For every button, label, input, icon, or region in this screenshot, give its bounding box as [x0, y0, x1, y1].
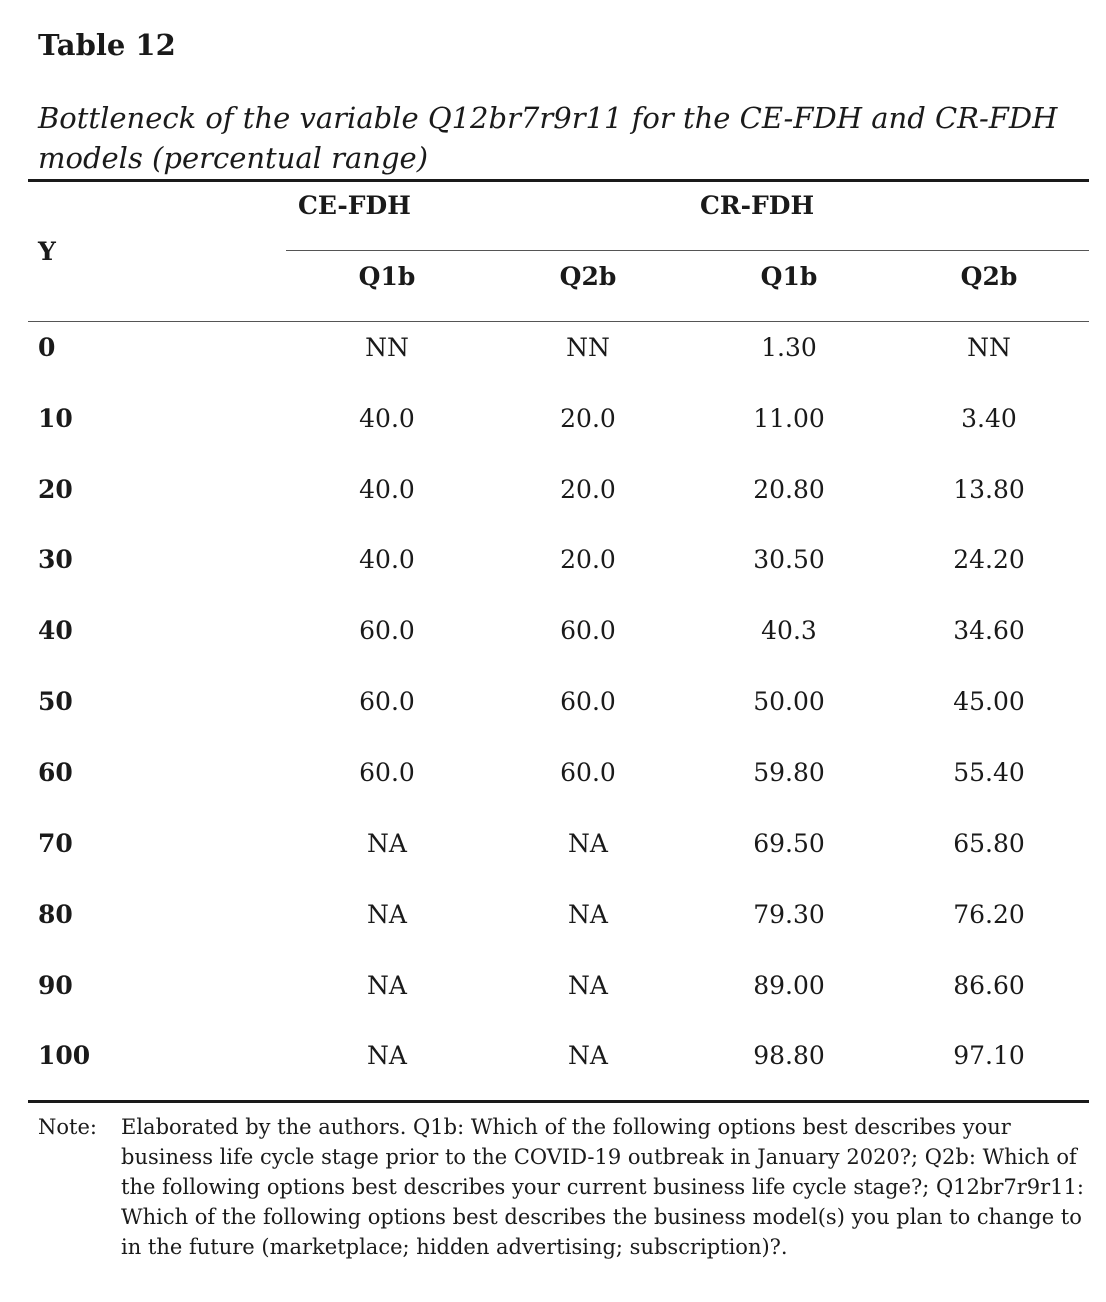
cell-cr-q2b: 45.00: [953, 687, 1025, 716]
cell-ce-q2b: NN: [566, 333, 610, 362]
cell-cr-q2b: NN: [967, 333, 1011, 362]
cell-cr-q1b: 30.50: [753, 545, 825, 574]
table-row: [0, 900, 1106, 930]
cell-cr-q1b: 20.80: [753, 475, 825, 504]
cell-ce-q1b: NA: [367, 900, 407, 929]
cell-cr-q2b: 24.20: [953, 545, 1025, 574]
cell-ce-q2b: 20.0: [560, 475, 616, 504]
note-label: Note:: [38, 1115, 97, 1139]
cell-cr-q1b: 79.30: [753, 900, 825, 929]
cell-ce-q1b: 60.0: [359, 687, 415, 716]
table-label: Table 12: [38, 28, 176, 62]
cell-cr-q2b: 34.60: [953, 616, 1025, 645]
table-row: [0, 475, 1106, 505]
table-row: [0, 971, 1106, 1001]
cell-ce-q1b: 60.0: [359, 758, 415, 787]
column-header-y: Y: [38, 237, 56, 266]
subheader-ce-q2b: Q2b: [559, 262, 617, 291]
cell-cr-q2b: 55.40: [953, 758, 1025, 787]
cell-cr-q1b: 1.30: [761, 333, 817, 362]
cell-y: 50: [38, 687, 73, 716]
cell-cr-q1b: 40.3: [761, 616, 817, 645]
subheader-cr-q2b: Q2b: [960, 262, 1018, 291]
cell-cr-q2b: 97.10: [953, 1041, 1025, 1070]
cell-y: 30: [38, 545, 73, 574]
header-rule: [28, 321, 1089, 322]
table-row: [0, 829, 1106, 859]
cell-y: 70: [38, 829, 73, 858]
cell-cr-q1b: 59.80: [753, 758, 825, 787]
cell-ce-q1b: NA: [367, 971, 407, 1000]
cell-ce-q2b: 60.0: [560, 687, 616, 716]
cell-y: 10: [38, 404, 73, 433]
table-row: [0, 758, 1106, 788]
cell-cr-q2b: 13.80: [953, 475, 1025, 504]
cell-ce-q1b: 40.0: [359, 404, 415, 433]
cell-y: 90: [38, 971, 73, 1000]
cell-ce-q2b: NA: [568, 829, 608, 858]
cell-cr-q1b: 50.00: [753, 687, 825, 716]
subheader-cr-q1b: Q1b: [760, 262, 818, 291]
cell-ce-q2b: 20.0: [560, 404, 616, 433]
table-row: [0, 333, 1106, 363]
group-header-cr-fdh: CR-FDH: [700, 191, 815, 220]
cell-ce-q2b: NA: [568, 1041, 608, 1070]
table-row: [0, 1041, 1106, 1071]
cell-cr-q1b: 89.00: [753, 971, 825, 1000]
table-row: [0, 404, 1106, 434]
note-text: Elaborated by the authors. Q1b: Which of the following options best describes your business life cycle stage prior to the COVID-19 outbreak in January 2020?; Q2b: Which of the following options best describes your current business life cycle stage?; Q12br7r9r11: Which of the following options best describes the business model(s) you plan to change to in the future (marketplace; hidden advertising; subscription)?.: [121, 1115, 1084, 1259]
cell-ce-q2b: NA: [568, 900, 608, 929]
table-caption: Bottleneck of the variable Q12br7r9r11 for the CE-FDH and CR-FDH models (percentual range): [38, 101, 1058, 175]
cell-ce-q1b: NN: [365, 333, 409, 362]
group-header-ce-fdh: CE-FDH: [298, 191, 411, 220]
cell-y: 60: [38, 758, 73, 787]
table-row: [0, 545, 1106, 575]
cell-cr-q1b: 11.00: [753, 404, 825, 433]
cell-cr-q2b: 3.40: [961, 404, 1017, 433]
table-row: [0, 616, 1106, 646]
cell-cr-q1b: 98.80: [753, 1041, 825, 1070]
cell-y: 20: [38, 475, 73, 504]
top-rule: [28, 179, 1089, 182]
cell-ce-q1b: 60.0: [359, 616, 415, 645]
cell-cr-q1b: 69.50: [753, 829, 825, 858]
cell-ce-q1b: NA: [367, 1041, 407, 1070]
cell-y: 100: [38, 1041, 91, 1070]
cell-ce-q2b: 60.0: [560, 616, 616, 645]
cell-ce-q1b: NA: [367, 829, 407, 858]
bottom-rule: [28, 1100, 1089, 1103]
group-rule: [286, 250, 1089, 251]
cell-y: 80: [38, 900, 73, 929]
cell-cr-q2b: 86.60: [953, 971, 1025, 1000]
subheader-ce-q1b: Q1b: [358, 262, 416, 291]
cell-cr-q2b: 76.20: [953, 900, 1025, 929]
cell-y: 40: [38, 616, 73, 645]
cell-ce-q2b: 20.0: [560, 545, 616, 574]
cell-y: 0: [38, 333, 56, 362]
cell-ce-q1b: 40.0: [359, 545, 415, 574]
cell-cr-q2b: 65.80: [953, 829, 1025, 858]
cell-ce-q2b: 60.0: [560, 758, 616, 787]
cell-ce-q2b: NA: [568, 971, 608, 1000]
table-row: [0, 687, 1106, 717]
cell-ce-q1b: 40.0: [359, 475, 415, 504]
